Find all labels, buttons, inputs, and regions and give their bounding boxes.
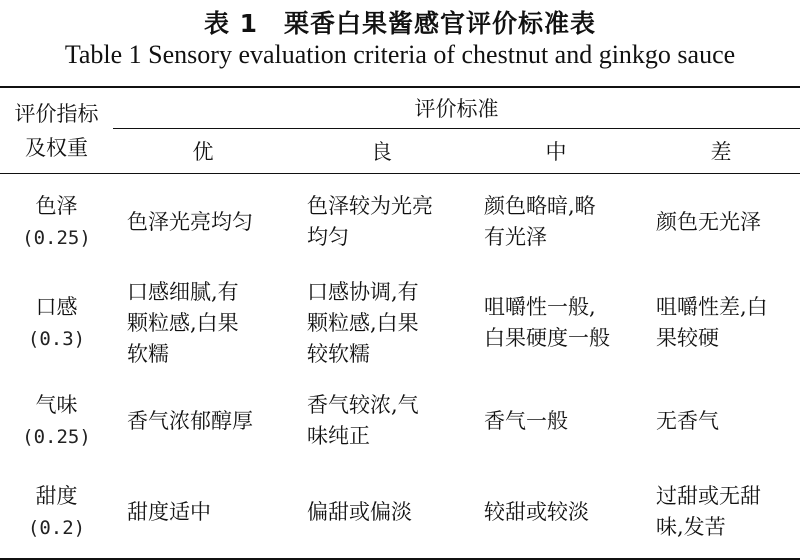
cell-line: 偏甜或偏淡 xyxy=(307,499,412,524)
grade-cell-poor xyxy=(642,270,800,376)
indicator-cell xyxy=(0,466,113,559)
cell-line: 香气一般 xyxy=(484,408,568,433)
header-criteria-group: 评价标准 xyxy=(113,87,800,129)
cell-line: 口感细腻,有 xyxy=(127,279,239,304)
header-grade-excellent: 优 xyxy=(192,140,214,164)
cell-line: 果较硬 xyxy=(656,326,719,350)
cell-line: 颜色无光泽 xyxy=(656,209,761,234)
cell-line: 颗粒感,白果 xyxy=(127,310,239,335)
cell-line: 味纯正 xyxy=(307,424,370,448)
cell-line: 咀嚼性一般, xyxy=(484,295,596,319)
indicator-name: 色泽 xyxy=(35,194,78,218)
table-row xyxy=(0,174,800,271)
grade-cell-average xyxy=(470,174,642,271)
indicator-cell xyxy=(0,174,113,271)
grade-cell-average xyxy=(470,376,642,466)
indicator-cell xyxy=(0,376,113,466)
table-body xyxy=(0,174,800,560)
cell-line: 软糯 xyxy=(127,341,169,366)
cell-line: 味,发苦 xyxy=(656,515,726,539)
indicator-weight: (0.3) xyxy=(27,328,86,350)
table-row xyxy=(0,466,800,559)
cell-line: 口感协调,有 xyxy=(307,279,419,304)
grade-cell-poor xyxy=(642,466,800,559)
sensory-criteria-table xyxy=(0,86,800,560)
table-row xyxy=(0,270,800,376)
grade-cell-good xyxy=(293,174,470,271)
cell-line: 颗粒感,白果 xyxy=(307,310,419,335)
cell-line: 较甜或较淡 xyxy=(484,499,589,524)
cell-line: 色泽光亮均匀 xyxy=(127,209,253,234)
indicator-name: 甜度 xyxy=(35,484,78,508)
grade-cell-poor xyxy=(642,174,800,271)
cell-line: 较软糯 xyxy=(307,341,370,366)
grade-cell-excellent xyxy=(113,174,293,271)
cell-line: 无香气 xyxy=(656,408,719,433)
grade-cell-good xyxy=(293,270,470,376)
indicator-weight: (0.25) xyxy=(22,227,91,249)
header-indicator-weight xyxy=(0,87,113,174)
grade-cell-excellent xyxy=(113,376,293,466)
cell-line: 色泽较为光亮 xyxy=(307,194,433,218)
cell-line: 甜度适中 xyxy=(127,499,211,524)
cell-line: 过甜或无甜 xyxy=(656,484,761,508)
cell-line: 均匀 xyxy=(307,225,349,249)
cell-line: 咀嚼性差,白 xyxy=(656,295,768,319)
grade-cell-good xyxy=(293,376,470,466)
grade-cell-average xyxy=(470,270,642,376)
grade-cell-poor xyxy=(642,376,800,466)
cell-line: 颜色略暗,略 xyxy=(484,194,596,218)
grade-cell-good xyxy=(293,466,470,559)
header-indicator-line1: 评价指标 xyxy=(14,101,99,126)
cell-line: 香气较浓,气 xyxy=(307,393,419,417)
header-grade-poor: 差 xyxy=(710,140,732,164)
cell-line: 香气浓郁醇厚 xyxy=(127,408,253,433)
indicator-weight: (0.25) xyxy=(22,426,91,448)
header-indicator-line2: 及权重 xyxy=(25,135,88,160)
table-row xyxy=(0,376,800,466)
indicator-weight: (0.2) xyxy=(27,517,86,539)
table-title-chinese: 表 1 栗香白果酱感官评价标准表 xyxy=(203,9,597,38)
grade-cell-average xyxy=(470,466,642,559)
grade-cell-excellent xyxy=(113,466,293,559)
header-grade-average: 中 xyxy=(545,140,567,164)
header-grade-good: 良 xyxy=(371,140,392,164)
cell-line: 白果硬度一般 xyxy=(484,326,610,350)
cell-line: 有光泽 xyxy=(484,225,547,249)
indicator-name: 口感 xyxy=(35,295,78,319)
table-title-english: Table 1 Sensory evaluation criteria of chestnut and ginkgo sauce xyxy=(64,40,736,69)
grade-cell-excellent xyxy=(113,270,293,376)
indicator-name: 气味 xyxy=(35,393,78,417)
indicator-cell xyxy=(0,270,113,376)
